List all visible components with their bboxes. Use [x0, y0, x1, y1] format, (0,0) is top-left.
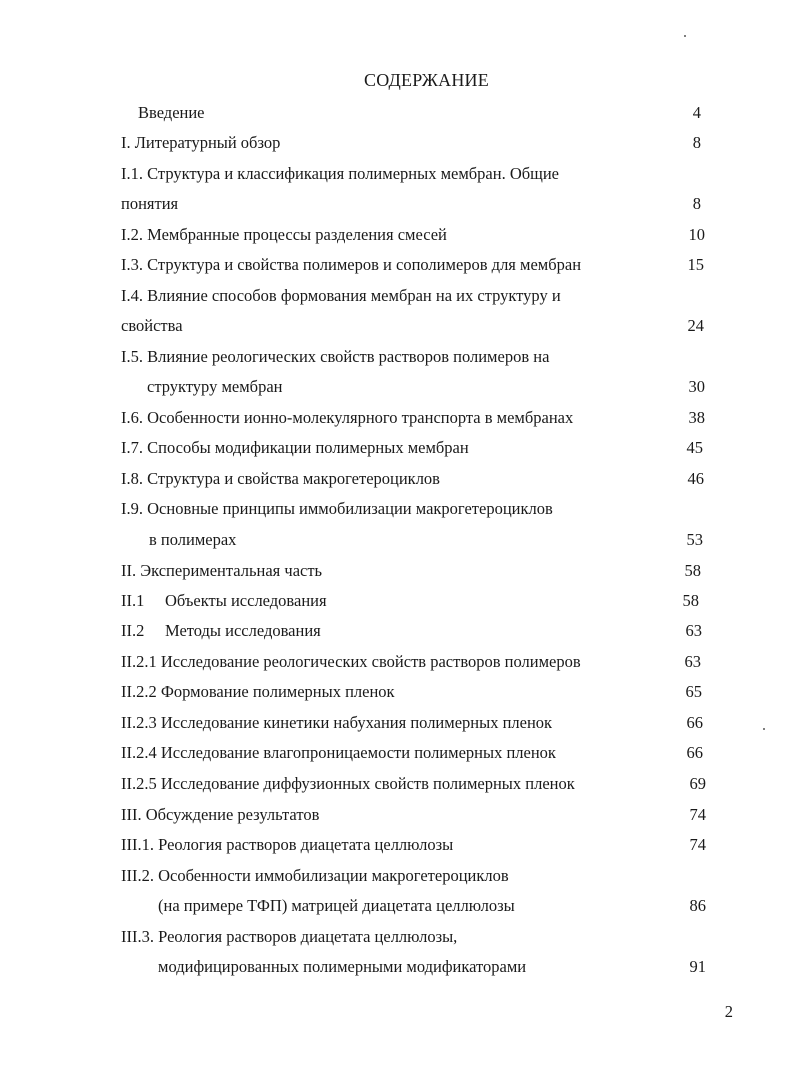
- toc-entry-text: II.2.3 Исследование кинетики набухания полимерных пленок: [121, 713, 553, 732]
- toc-entry-page: 30: [688, 377, 705, 396]
- toc-entry-text: III.1. Реология растворов диацетата целлюлозы: [121, 835, 454, 854]
- toc-entry-text: II.2.4 Исследование влагопроницаемости полимерных пленок: [121, 743, 556, 762]
- toc-entry-text: III. Обсуждение результатов: [121, 805, 320, 824]
- toc-entry-page: 63: [684, 652, 701, 671]
- toc-entry-page: 58: [684, 561, 701, 580]
- toc-entry-page: 8: [692, 194, 701, 213]
- toc-entry-text: Введение: [138, 103, 205, 122]
- toc-entry-text: (на примере ТФП) матрицей диацетата целлюлозы: [158, 896, 515, 915]
- toc-entry-text: I.3. Структура и свойства полимеров и сополимеров для мембран: [121, 255, 582, 274]
- toc-entry-text: I.1. Структура и классификация полимерных мембран. Общие: [121, 164, 559, 183]
- toc-entry-page: 53: [686, 530, 703, 549]
- toc-entry-page: 66: [686, 713, 703, 732]
- toc-entry-text: I.7. Способы модификации полимерных мембран: [121, 438, 469, 457]
- toc-entry-page: 65: [685, 682, 702, 701]
- toc-entry-page: 15: [687, 255, 704, 274]
- toc-entry-page: 69: [689, 774, 706, 793]
- toc-entry-page: 4: [692, 103, 701, 122]
- toc-entry-page: 45: [686, 438, 703, 457]
- toc-entry-text: III.2. Особенности иммобилизации макрогетероциклов: [121, 866, 509, 885]
- toc-entry-page: 91: [689, 957, 706, 976]
- toc-entry-text: свойства: [121, 316, 183, 335]
- toc-entry-page: 66: [686, 743, 703, 762]
- toc-entry-text: I. Литературный обзор: [121, 133, 281, 152]
- page-number: 2: [724, 1002, 733, 1021]
- scan-speck: [684, 35, 686, 37]
- toc-entry-page: 86: [689, 896, 706, 915]
- toc-entry-page: 58: [682, 591, 699, 610]
- toc-entry-text: I.4. Влияние способов формования мембран на их структуру и: [121, 286, 561, 305]
- toc-entry-text: структуру мембран: [147, 377, 283, 396]
- toc-entry-page: 24: [687, 316, 704, 335]
- toc-entry-text: II.1 Объекты исследования: [121, 591, 327, 610]
- toc-entry-text: модифицированных полимерными модификаторами: [158, 957, 527, 976]
- toc-entry-text: I.2. Мембранные процессы разделения смесей: [121, 225, 447, 244]
- scan-speck: [763, 728, 765, 730]
- toc-entry-text: понятия: [121, 194, 179, 213]
- toc-entry-text: I.5. Влияние реологических свойств растворов полимеров на: [121, 347, 550, 366]
- toc-entry-text: II.2 Методы исследования: [121, 621, 321, 640]
- document-title: СОДЕРЖАНИЕ: [364, 70, 489, 90]
- toc-entry-text: III.3. Реология растворов диацетата целлюлозы,: [121, 927, 458, 946]
- toc-entry-page: 74: [689, 805, 706, 824]
- toc-entry-page: 74: [689, 835, 706, 854]
- toc-entry-text: II.2.1 Исследование реологических свойств растворов полимеров: [121, 652, 581, 671]
- toc-entry-text: II.2.2 Формование полимерных пленок: [121, 682, 395, 701]
- toc-entry-page: 46: [687, 469, 704, 488]
- toc-entry-text: II. Экспериментальная часть: [121, 561, 323, 580]
- toc-entry-page: 8: [692, 133, 701, 152]
- toc-entry-text: I.6. Особенности ионно-молекулярного транспорта в мембранах: [121, 408, 574, 427]
- toc-entry-page: 63: [685, 621, 702, 640]
- toc-entry-page: 38: [688, 408, 705, 427]
- toc-entry-text: в полимерах: [149, 530, 237, 549]
- toc-entry-page: 10: [688, 225, 705, 244]
- toc-entry-text: I.9. Основные принципы иммобилизации макрогетероциклов: [121, 499, 553, 518]
- toc-entry-text: II.2.5 Исследование диффузионных свойств полимерных пленок: [121, 774, 575, 793]
- toc-entry-text: I.8. Структура и свойства макрогетероциклов: [121, 469, 440, 488]
